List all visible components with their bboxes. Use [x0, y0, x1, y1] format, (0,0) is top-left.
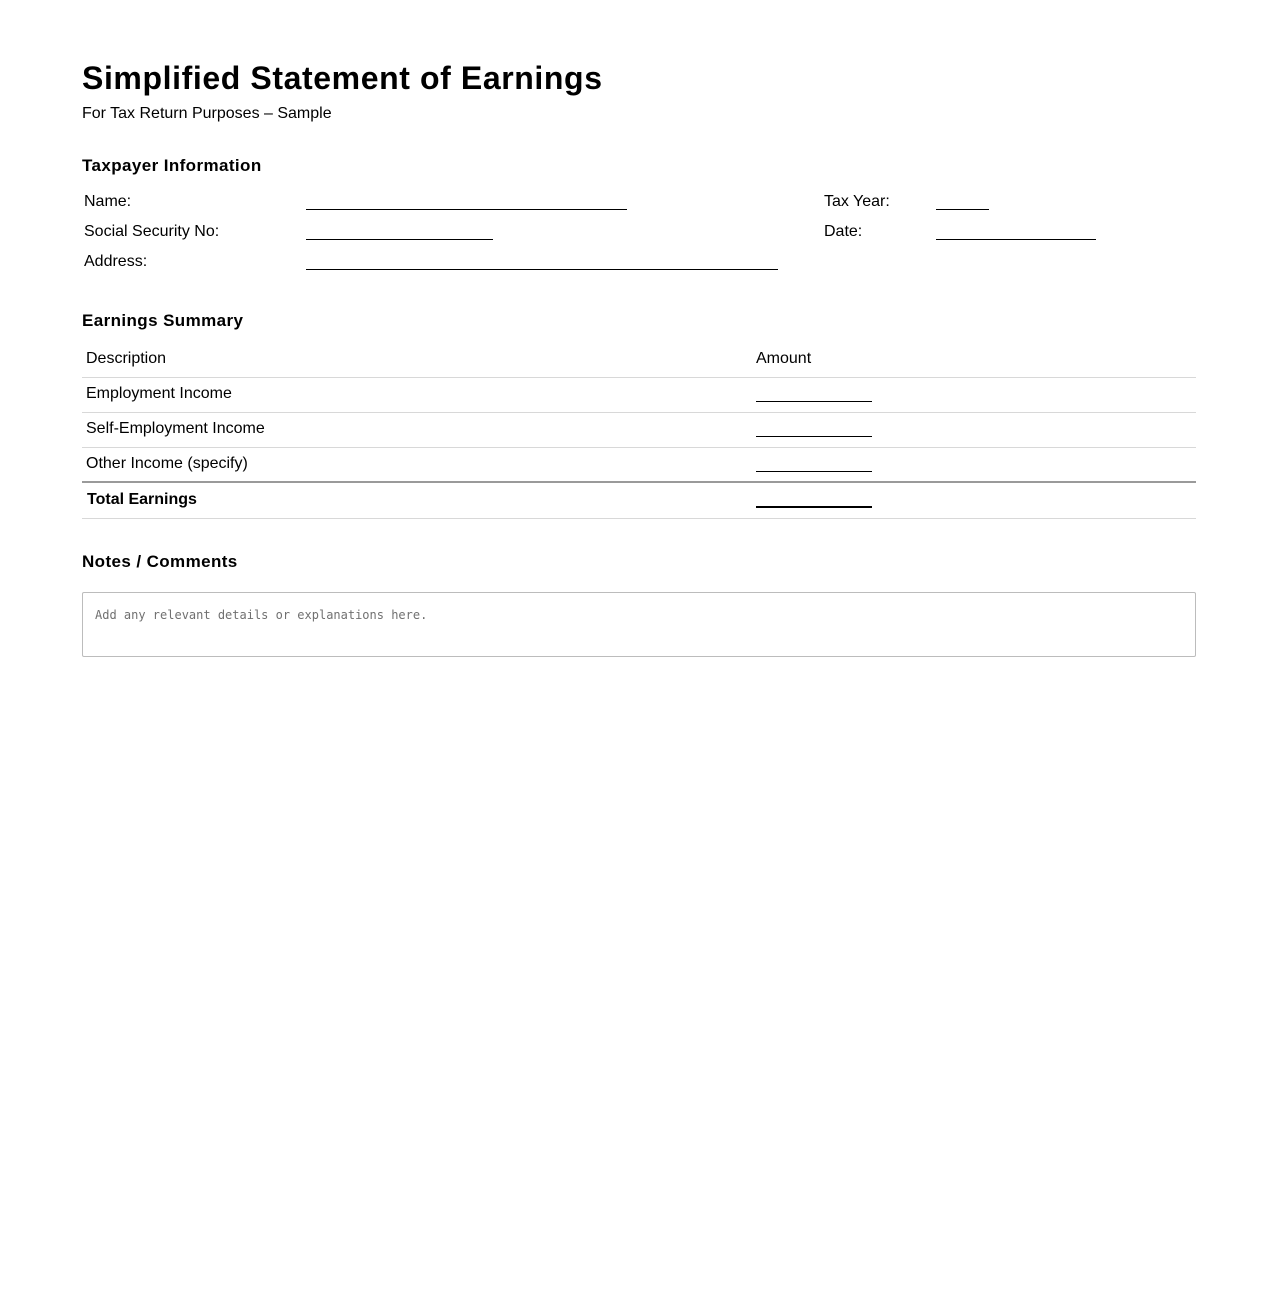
address-field[interactable]	[306, 269, 778, 270]
other-income-label: Other Income (specify)	[86, 455, 248, 472]
date-label: Date:	[824, 223, 863, 240]
name-field[interactable]	[306, 209, 627, 210]
address-label: Address:	[84, 253, 148, 270]
table-divider	[82, 518, 1196, 519]
ssn-label: Social Security No:	[84, 223, 220, 240]
notes-placeholder: Add any relevant details or explanations here.	[95, 608, 428, 622]
earnings-table-header	[82, 342, 1196, 377]
amount-column-header: Amount	[756, 350, 812, 367]
self-employment-income-amount-field[interactable]	[756, 436, 872, 437]
table-row-other-income	[82, 447, 1196, 482]
total-earnings-label: Total Earnings	[87, 491, 197, 508]
page-title: Simplified Statement of Earnings	[82, 60, 603, 96]
total-earnings-amount-field[interactable]	[756, 506, 872, 508]
self-employment-income-label: Self-Employment Income	[86, 420, 265, 437]
taxpayer-info-heading: Taxpayer Information	[82, 156, 262, 175]
ssn-field[interactable]	[306, 239, 493, 240]
notes-heading: Notes / Comments	[82, 552, 238, 571]
employment-income-label: Employment Income	[86, 385, 232, 402]
tax-year-field[interactable]	[936, 209, 989, 210]
table-row-employment-income	[82, 377, 1196, 412]
other-income-amount-field[interactable]	[756, 471, 872, 472]
earnings-summary-heading: Earnings Summary	[82, 311, 244, 330]
name-label: Name:	[84, 193, 132, 210]
tax-year-label: Tax Year:	[824, 193, 890, 210]
notes-textarea[interactable]	[82, 592, 1196, 657]
page-subtitle: For Tax Return Purposes – Sample	[82, 105, 332, 122]
employment-income-amount-field[interactable]	[756, 401, 872, 402]
description-column-header: Description	[86, 350, 167, 367]
table-row-total-earnings	[82, 483, 1196, 518]
table-row-self-employment-income	[82, 412, 1196, 447]
date-field[interactable]	[936, 239, 1096, 240]
